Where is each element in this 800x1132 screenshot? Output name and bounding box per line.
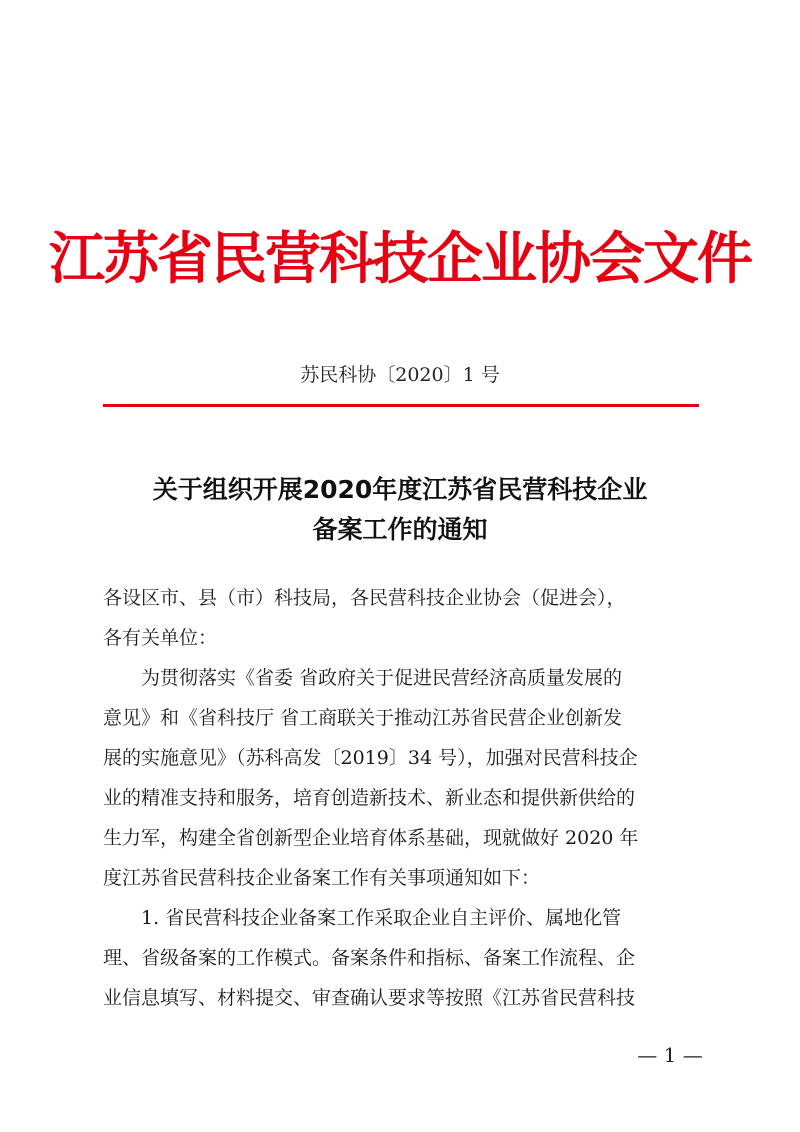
body-line: 生力军，构建全省创新型企业培育体系基础，现就做好 2020 年: [103, 827, 639, 849]
body-line-paragraph-start: 为贯彻落实《省委 省政府关于促进民营经济高质量发展的: [141, 667, 623, 689]
body-line: 业的精准支持和服务，培育创造新技术、新业态和提供新供给的: [103, 787, 636, 809]
document-number: 苏民科协〔2020〕1 号: [300, 364, 500, 386]
body-line: 意见》和《省科技厅 省工商联关于推动江苏省民营企业创新发: [103, 707, 623, 729]
notice-title-line-2: 备案工作的通知: [312, 515, 488, 544]
body-line: 展的实施意见》（苏科高发〔2019〕34 号），加强对民营科技企: [103, 747, 638, 769]
body-line: 度江苏省民营科技企业备案工作有关事项通知如下：: [103, 867, 541, 889]
body-line: 理、省级备案的工作模式。备案条件和指标、备案工作流程、企: [103, 947, 636, 969]
document-header-title: 江苏省民营科技企业协会文件: [49, 227, 751, 292]
red-divider-line: [103, 404, 699, 407]
body-line-salutation: 各设区市、县（市）科技局，各民营科技企业协会（促进会），: [103, 587, 626, 609]
body-line-salutation-cont: 各有关单位：: [103, 627, 218, 649]
body-line: 业信息填写、材料提交、审查确认要求等按照《江苏省民营科技: [103, 987, 636, 1009]
body-line-item-1-start: 1. 省民营科技企业备案工作采取企业自主评价、属地化管: [141, 907, 622, 929]
notice-title: [60, 470, 740, 550]
notice-title-line-1: 关于组织开展2020年度江苏省民营科技企业: [152, 475, 648, 504]
notice-body: [103, 578, 703, 1018]
page-number: — 1 —: [637, 1043, 703, 1067]
